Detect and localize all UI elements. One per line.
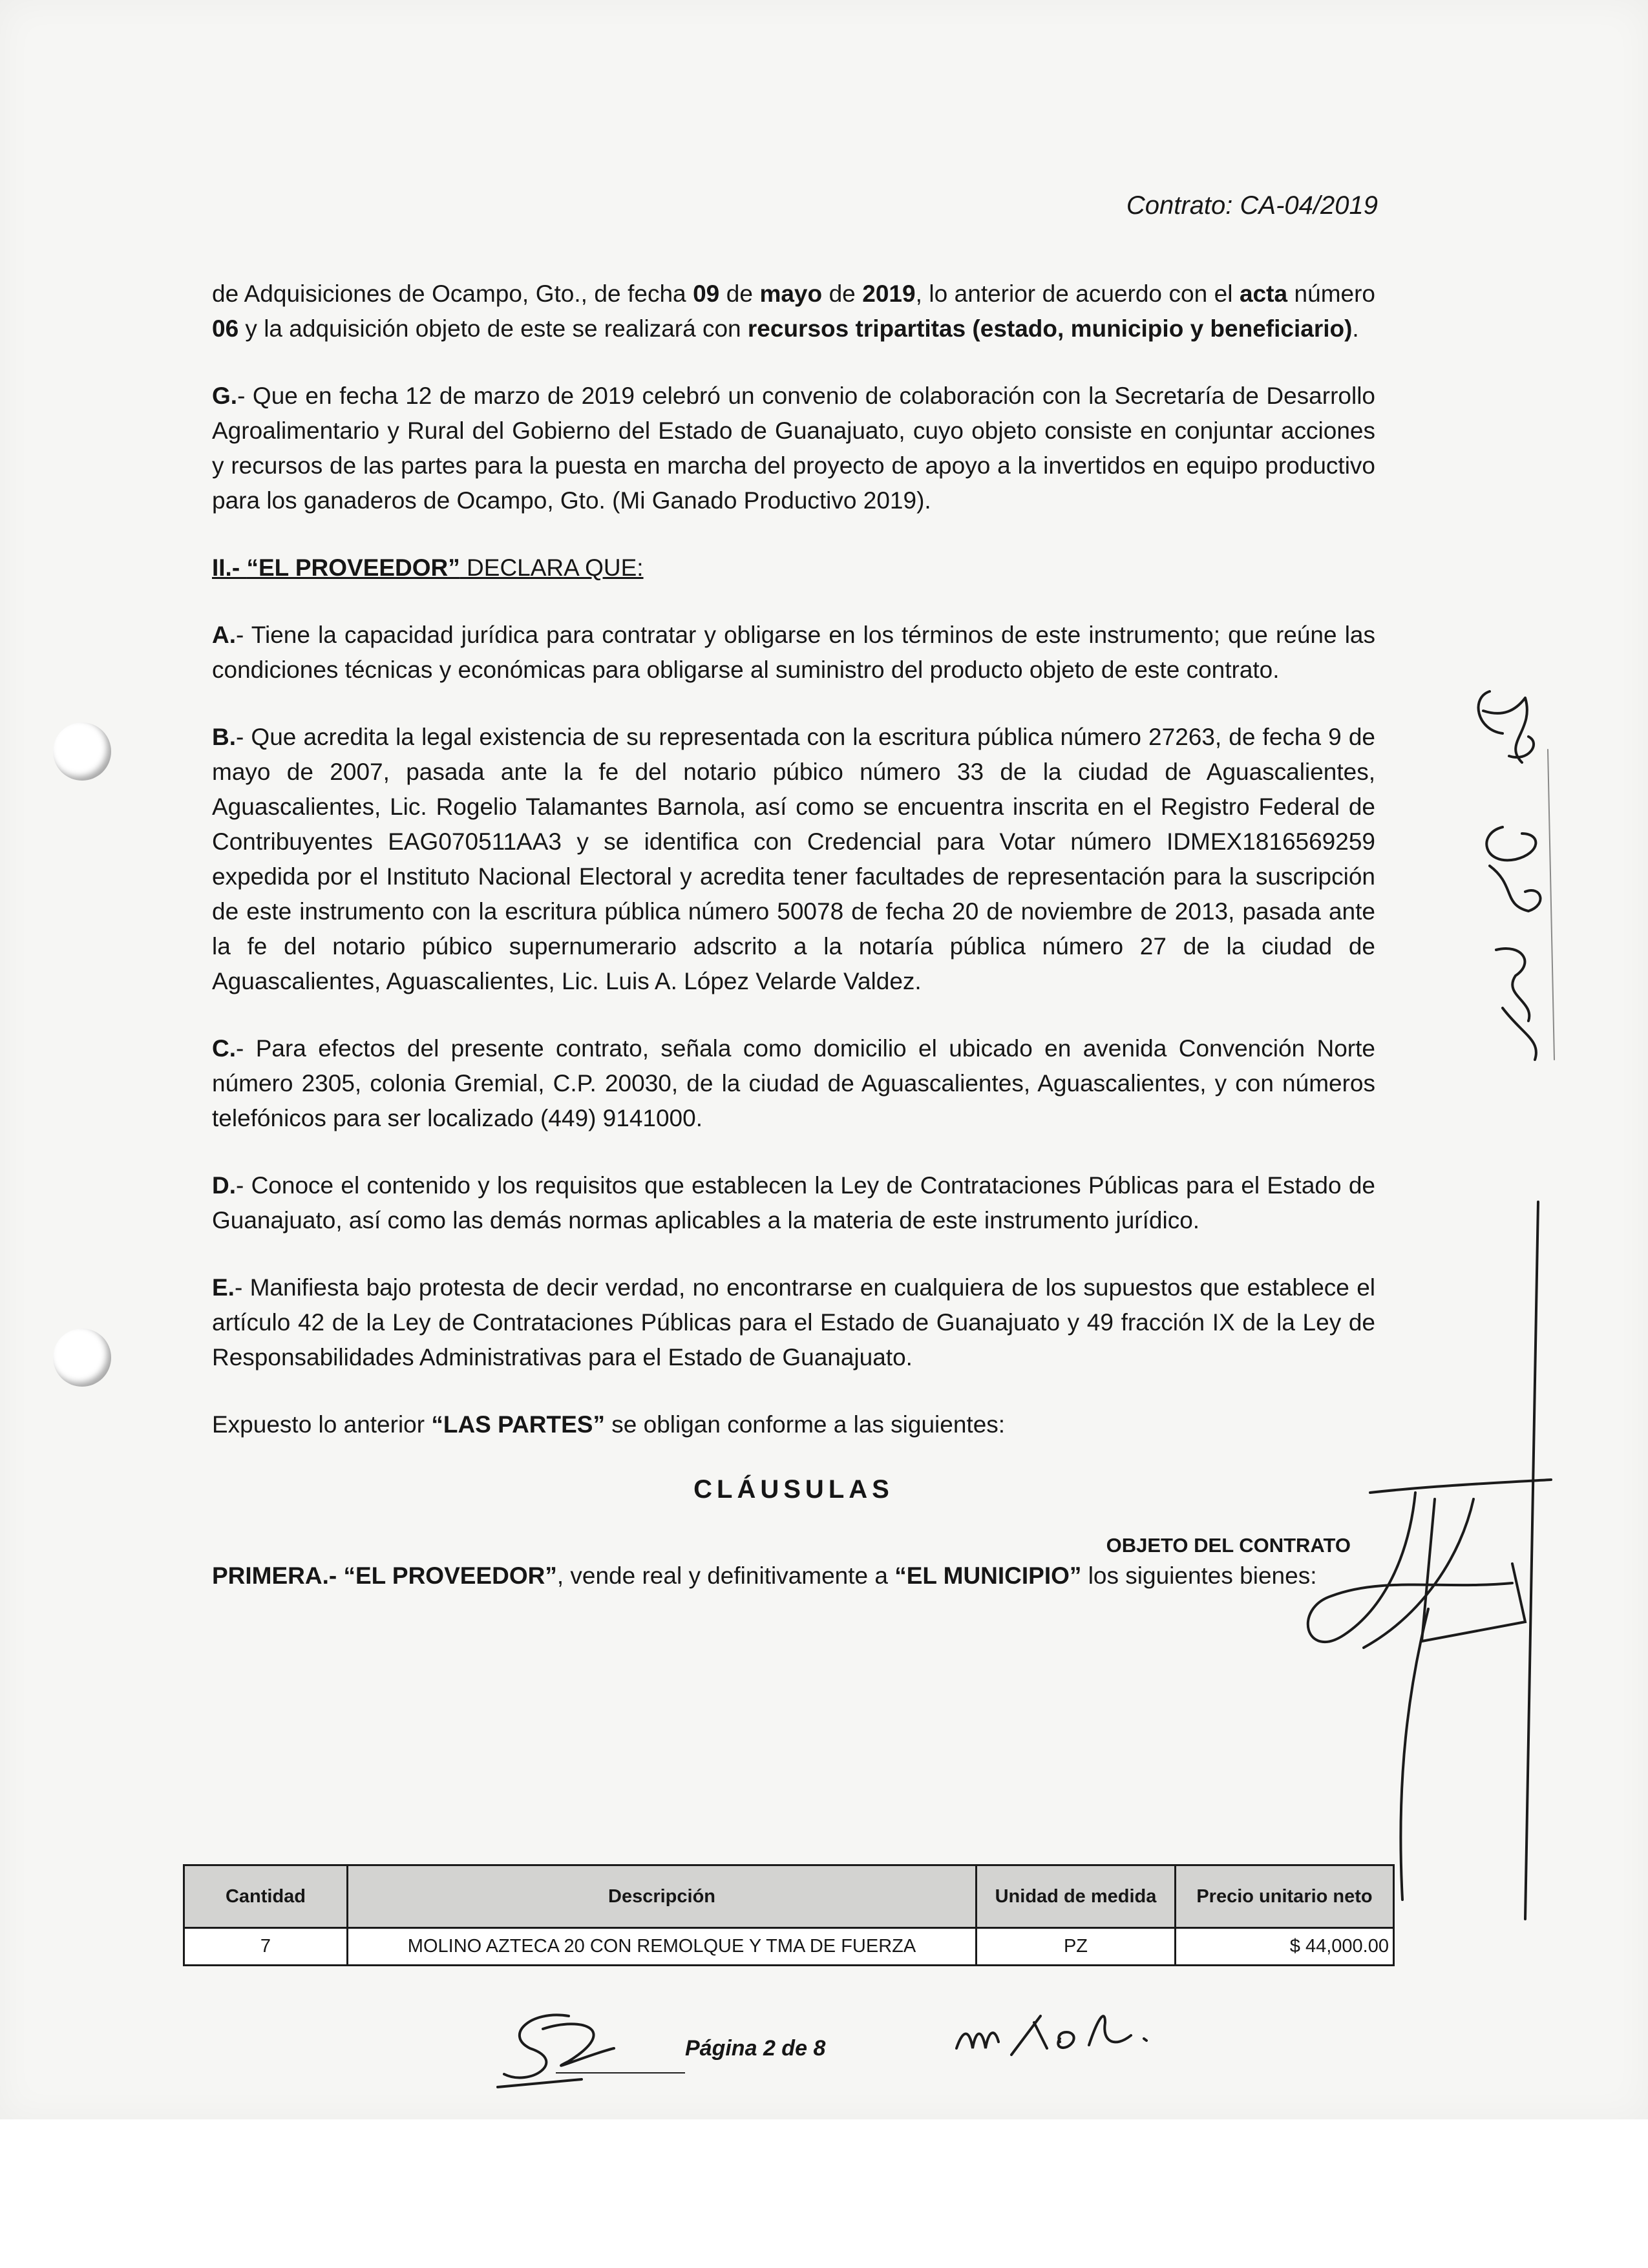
column-header-description: Descripción [348,1865,977,1928]
footer-initials-image [491,2003,627,2094]
intro-paragraph: de Adquisiciones de Ocampo, Gto., de fecha 09 de mayo de 2019, lo anterior de acuerdo con el acta número 06 y la adquisición objeto de este se realizará con recursos tripartitas (estado, municipio y beneficiario). [212,280,1376,342]
column-header-quantity: Cantidad [184,1865,348,1928]
page-number: Página 2 de 8 [685,2036,826,2061]
paragraph-g: G.- Que en fecha 12 de marzo de 2019 celebró un convenio de colaboración con la Secretaría de Desarrollo Agroalimentario y Rural del Gobierno del Estado de Guanajuato, cuyo objeto consiste en conjuntar acciones y recursos de las partes para la puesta en marcha del proyecto de apoyo a la invertidos en equipo productivo para los ganaderos de Ocampo, Gto. (Mi Ganado Productivo 2019). [212,383,1375,514]
declaration-d: D.- Conoce el contenido y los requisitos que establecen la Ley de Contrataciones Públicas para el Estado de Guanajuato, así como las demás normas aplicables a la materia de este instrumento jurídico. [212,1172,1375,1234]
contract-object-label: OBJETO DEL CONTRATO [1106,1534,1351,1557]
cell-description: MOLINO AZTECA 20 CON REMOLQUE Y TMA DE FUERZA [348,1928,977,1966]
cell-quantity: 7 [184,1928,348,1966]
column-header-unit: Unidad de medida [977,1865,1176,1928]
column-header-unit-price: Precio unitario neto [1176,1865,1394,1928]
document-body [212,277,1375,1623]
declaration-b: B.- Que acredita la legal existencia de su representada con la escritura pública número 27263, de fecha 9 de mayo de 2007, pasada ante la fe del notario púbico número 33 de la ciudad de Aguascalientes, Aguascalientes, Lic. Rogelio Talamantes Barnola, así como se encuentra inscrita en el Registro Federal de Contribuyentes EAG070511AA3 y se identifica con Credencial para Votar número IDMEX1816569259 expedida por el Instituto Nacional Electoral y acredita tener facultades de representación para la suscripción de este instrumento con la escritura pública número 50078 de fecha 20 de noviembre de 2013, pasada ante la fe del notario púbico supernumerario adscrito a la notaría pública número 27 de la ciudad de Aguascalientes, Aguascalientes, Lic. Luis A. López Velarde Valdez. [212,724,1375,994]
right-signature-image [1280,1195,1577,1926]
goods-table [183,1864,1395,1966]
margin-signature-image [1464,672,1580,1073]
cell-unit: PZ [977,1928,1176,1966]
section-heading-proveedor: II.- “EL PROVEEDOR” DECLARA QUE: [212,554,644,581]
table-header-row [184,1865,1394,1928]
punch-hole [53,722,111,781]
contract-id: Contrato: CA-04/2019 [1126,191,1378,220]
cell-unit-price: $ 44,000.00 [1176,1928,1394,1966]
declaration-c: C.- Para efectos del presente contrato, señala como domicilio el ubicado en avenida Convención Norte número 2305, colonia Gremial, C.P. 20030, de la ciudad de Aguascalientes, Aguascalientes, y con números telefónicos para ser localizado (449) 9141000. [212,1035,1375,1131]
exposed-paragraph: Expuesto lo anterior “LAS PARTES” se obligan conforme a las siguientes: [212,1411,1006,1438]
footer-initials-right-image [950,2003,1157,2061]
declaration-a: A.- Tiene la capacidad jurídica para contratar y obligarse en los términos de este instrumento; que reúne las condiciones técnicas y económicas para obligarse al suministro del producto objeto de este contrato. [212,622,1375,683]
declaration-e: E.- Manifiesta bajo protesta de decir verdad, no encontrarse en cualquiera de los supuestos que establece el artículo 42 de la Ley de Contrataciones Públicas para el Estado de Guanajuato y 49 fracción IX de la Ley de Responsabilidades Administrativas para el Estado de Guanajuato. [212,1274,1375,1370]
clause-primera: PRIMERA.- “EL PROVEEDOR”, vende real y definitivamente a “EL MUNICIPIO” los siguientes bienes: [212,1562,1317,1589]
clausulas-title: CLÁUSULAS [693,1475,894,1504]
table-row [184,1928,1394,1966]
punch-hole [53,1328,111,1387]
